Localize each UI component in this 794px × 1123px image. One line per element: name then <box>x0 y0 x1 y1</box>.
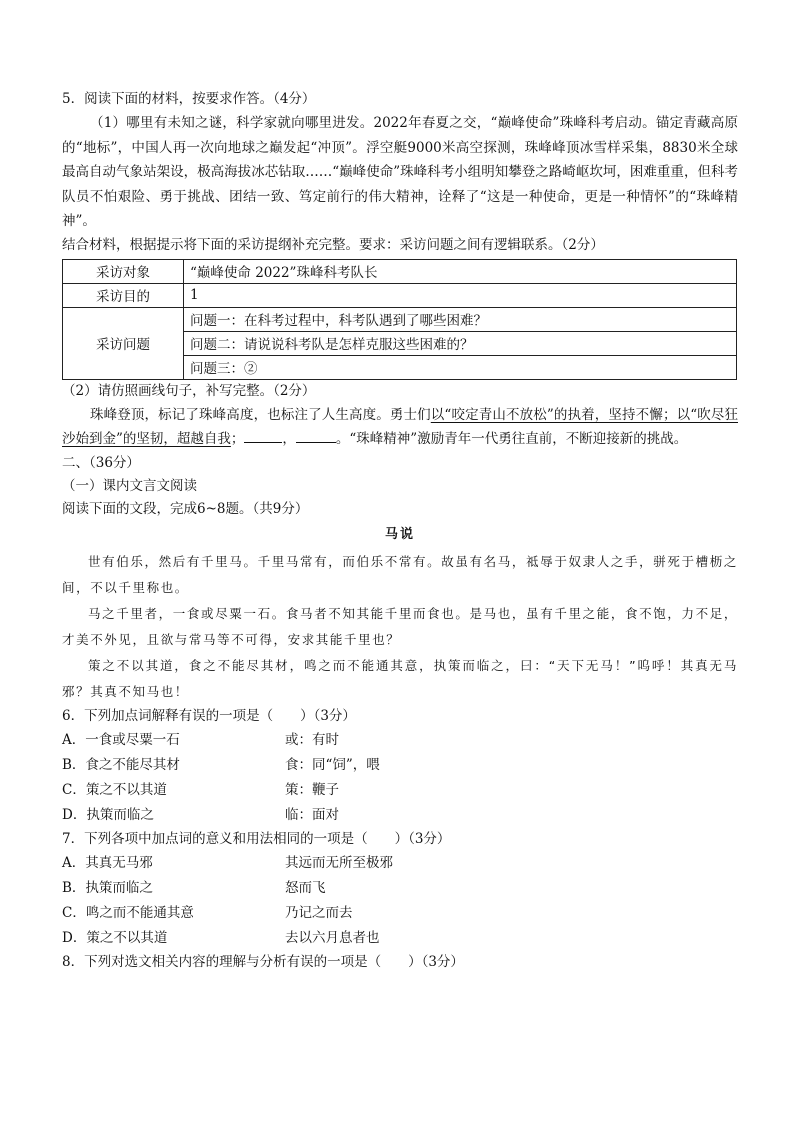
part2-sep: ， <box>282 431 296 447</box>
exam-page <box>62 88 738 974</box>
table-row <box>63 307 737 331</box>
option-compare: 乃记之而去 <box>285 904 353 921</box>
q6-stem: 6．下列加点词解释有误的一项是（ ）（3分） <box>62 707 356 724</box>
classic-paragraph-2: 马之千里者，一食或尽粟一石。食马者不知其能千里而食也。是马也，虽有千里之能，食不饱，力不足，才美不外见，且欲与常马等不可得，安求其能千里也？ <box>62 605 738 647</box>
classic-text-title: 马说 <box>384 526 415 542</box>
table-label-target: 采访对象 <box>63 259 184 283</box>
option-gloss: 或：有时 <box>285 731 339 748</box>
q7-option-a[interactable] <box>62 851 738 876</box>
option-compare: 其远而无所至极邪 <box>285 854 393 871</box>
table-row <box>63 283 737 307</box>
option-gloss: 临：面对 <box>285 806 339 823</box>
table-value-target: “巅峰使命 2022”珠峰科考队长 <box>184 259 737 283</box>
option-text: C．鸣之而不能通其意 <box>62 904 194 921</box>
q5-material: （1）哪里有未知之谜，科学家就向哪里进发。2022年春夏之交，“巅峰使命”珠峰科考启动。锚定青藏高原的“地标”，中国人再一次向地球之巅发起“冲顶”。浮空艇9000米高空探测，珠峰峰顶冰雪样采集，8830米全球最高自动气象站架设，极高海拔冰芯钻取……“巅峰使命”珠峰科考小组明知攀登之路崎岖坎坷，困难重重，但科考队员不怕艰险、勇于挑战、团结一致、笃定前行的伟大精神，诠释了“这是一种使命，更是一种情怀”的“珠峰精神”。 <box>62 115 738 229</box>
q6-option-a[interactable] <box>62 728 738 753</box>
section2-header: 二、（36分） <box>62 454 140 471</box>
table-label-questions: 采访问题 <box>63 307 184 379</box>
answer-blank-1[interactable] <box>244 428 282 443</box>
q5-stem: 5．阅读下面的材料，按要求作答。（4分） <box>62 91 316 107</box>
part2-text-c: 。“珠峰精神”激励青年一代勇往直前，不断迎接新的挑战。 <box>335 431 688 447</box>
q7-option-c[interactable] <box>62 901 738 926</box>
interview-question-3: 问题三：② <box>184 355 737 379</box>
q7-option-d[interactable] <box>62 926 738 951</box>
part2-text-b: ； <box>230 431 245 447</box>
classic-paragraph-3: 策之不以其道，食之不能尽其材，鸣之而不能通其意，执策而临之，曰：“天下无马！”呜呼！其真无马邪？其真不知马也！ <box>62 657 738 699</box>
q8-stem: 8．下列对选文相关内容的理解与分析有误的一项是（ ）（3分） <box>62 953 464 970</box>
interview-question-1: 问题一：在科考过程中，科考队遇到了哪些困难？ <box>184 307 737 331</box>
interview-question-2: 问题二：请说说科考队是怎样克服这些困难的？ <box>184 331 737 355</box>
q6-option-d[interactable] <box>62 803 738 828</box>
option-text: C．策之不以其道 <box>62 781 167 798</box>
q5-part2-text <box>62 403 738 452</box>
part2-text-a: 珠峰登顶，标记了珠峰高度，也标注了人生高度。勇士们 <box>90 406 431 423</box>
answer-blank-2[interactable] <box>296 428 336 443</box>
section2-instruction: 阅读下面的文段，完成6~8题。（共9分） <box>62 500 309 517</box>
q7-option-b[interactable] <box>62 876 738 901</box>
table-label-purpose: 采访目的 <box>63 283 184 307</box>
option-gloss: 食：同“饲”，喂 <box>285 756 380 773</box>
table-value-purpose: 1 <box>184 283 737 307</box>
q6-option-b[interactable] <box>62 753 738 778</box>
interview-outline-table <box>62 259 737 380</box>
q5-part2-stem: （2）请仿照画线句子，补写完整。（2分） <box>62 382 316 399</box>
q5-instruction: 结合材料，根据提示将下面的采访提纲补充完整。要求：采访问题之间有逻辑联系。（2分） <box>62 236 604 253</box>
q7-stem: 7．下列各项中加点词的意义和用法相同的一项是（ ）（3分） <box>62 830 451 847</box>
option-text: D．执策而临之 <box>62 806 154 823</box>
option-gloss: 策：鞭子 <box>285 781 339 798</box>
table-row <box>63 259 737 283</box>
option-text: A．其真无马邪 <box>62 854 153 871</box>
section2-sub: （一）课内文言文阅读 <box>62 477 197 494</box>
option-text: B．执策而临之 <box>62 879 153 896</box>
option-text: B．食之不能尽其材 <box>62 756 180 773</box>
classic-paragraph-1: 世有伯乐，然后有千里马。千里马常有，而伯乐不常有。故虽有名马，祗辱于奴隶人之手，骈死于槽枥之间，不以千里称也。 <box>62 553 738 595</box>
option-compare: 怒而飞 <box>285 879 326 896</box>
option-text: A．一食或尽粟一石 <box>62 731 180 748</box>
option-text: D．策之不以其道 <box>62 929 168 946</box>
option-compare: 去以六月息者也 <box>285 929 380 946</box>
q6-option-c[interactable] <box>62 778 738 803</box>
underlined-model-sentence: 以“咬定青山不放松”的执着，坚持不懈；以“吹尽狂沙始到金”的坚韧，超越自我 <box>62 406 738 447</box>
classic-text <box>62 549 738 705</box>
